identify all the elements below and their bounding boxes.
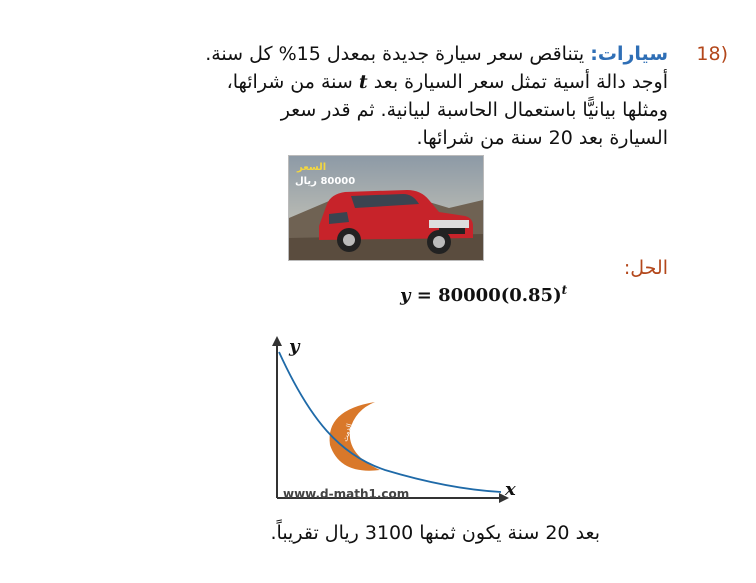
solution-label: الحل: bbox=[623, 257, 668, 279]
car-price-value: 80000 ريال bbox=[295, 176, 356, 187]
solution-formula bbox=[400, 283, 567, 306]
watermark-logo-text: الدمث bbox=[341, 422, 354, 443]
variable-t: t bbox=[358, 71, 368, 93]
problem-line-2b: سنة من شرائها، bbox=[226, 71, 353, 93]
problem-line-2 bbox=[68, 68, 668, 96]
y-axis-label: y bbox=[289, 336, 300, 357]
problem-keyword: سيارات: bbox=[590, 43, 668, 65]
problem-number: 18) bbox=[696, 43, 728, 65]
problem-line-3: ومثلها بيانيًّا باستعمال الحاسبة لبيانية. ثم قدر سعر bbox=[280, 99, 668, 121]
problem-statement bbox=[68, 40, 728, 152]
problem-line-2a: أوجد دالة أسية تمثل سعر السيارة بعد bbox=[373, 71, 668, 93]
watermark-logo bbox=[330, 402, 380, 471]
problem-line-1-text: يتناقص سعر سيارة جديدة بمعدل 15% كل سنة. bbox=[205, 43, 585, 65]
car-price-label: السعر bbox=[297, 162, 327, 173]
y-axis-arrow bbox=[272, 336, 282, 346]
watermark-url: www.d-math1.com bbox=[283, 487, 410, 501]
answer-text: بعد 20 سنة يكون ثمنها 3100 ريال تقريباً. bbox=[270, 522, 600, 544]
formula-exponent: t bbox=[561, 283, 568, 297]
formula-lhs: y bbox=[400, 285, 411, 306]
x-axis-label: x bbox=[505, 479, 516, 500]
problem-line-4: السيارة بعد 20 سنة من شرائها. bbox=[416, 127, 668, 149]
formula-rhs: = 80000(0.85) bbox=[416, 285, 562, 306]
decay-curve bbox=[279, 352, 501, 492]
decay-graph bbox=[255, 330, 525, 505]
car-image bbox=[288, 155, 484, 261]
problem-line-1 bbox=[68, 40, 668, 68]
